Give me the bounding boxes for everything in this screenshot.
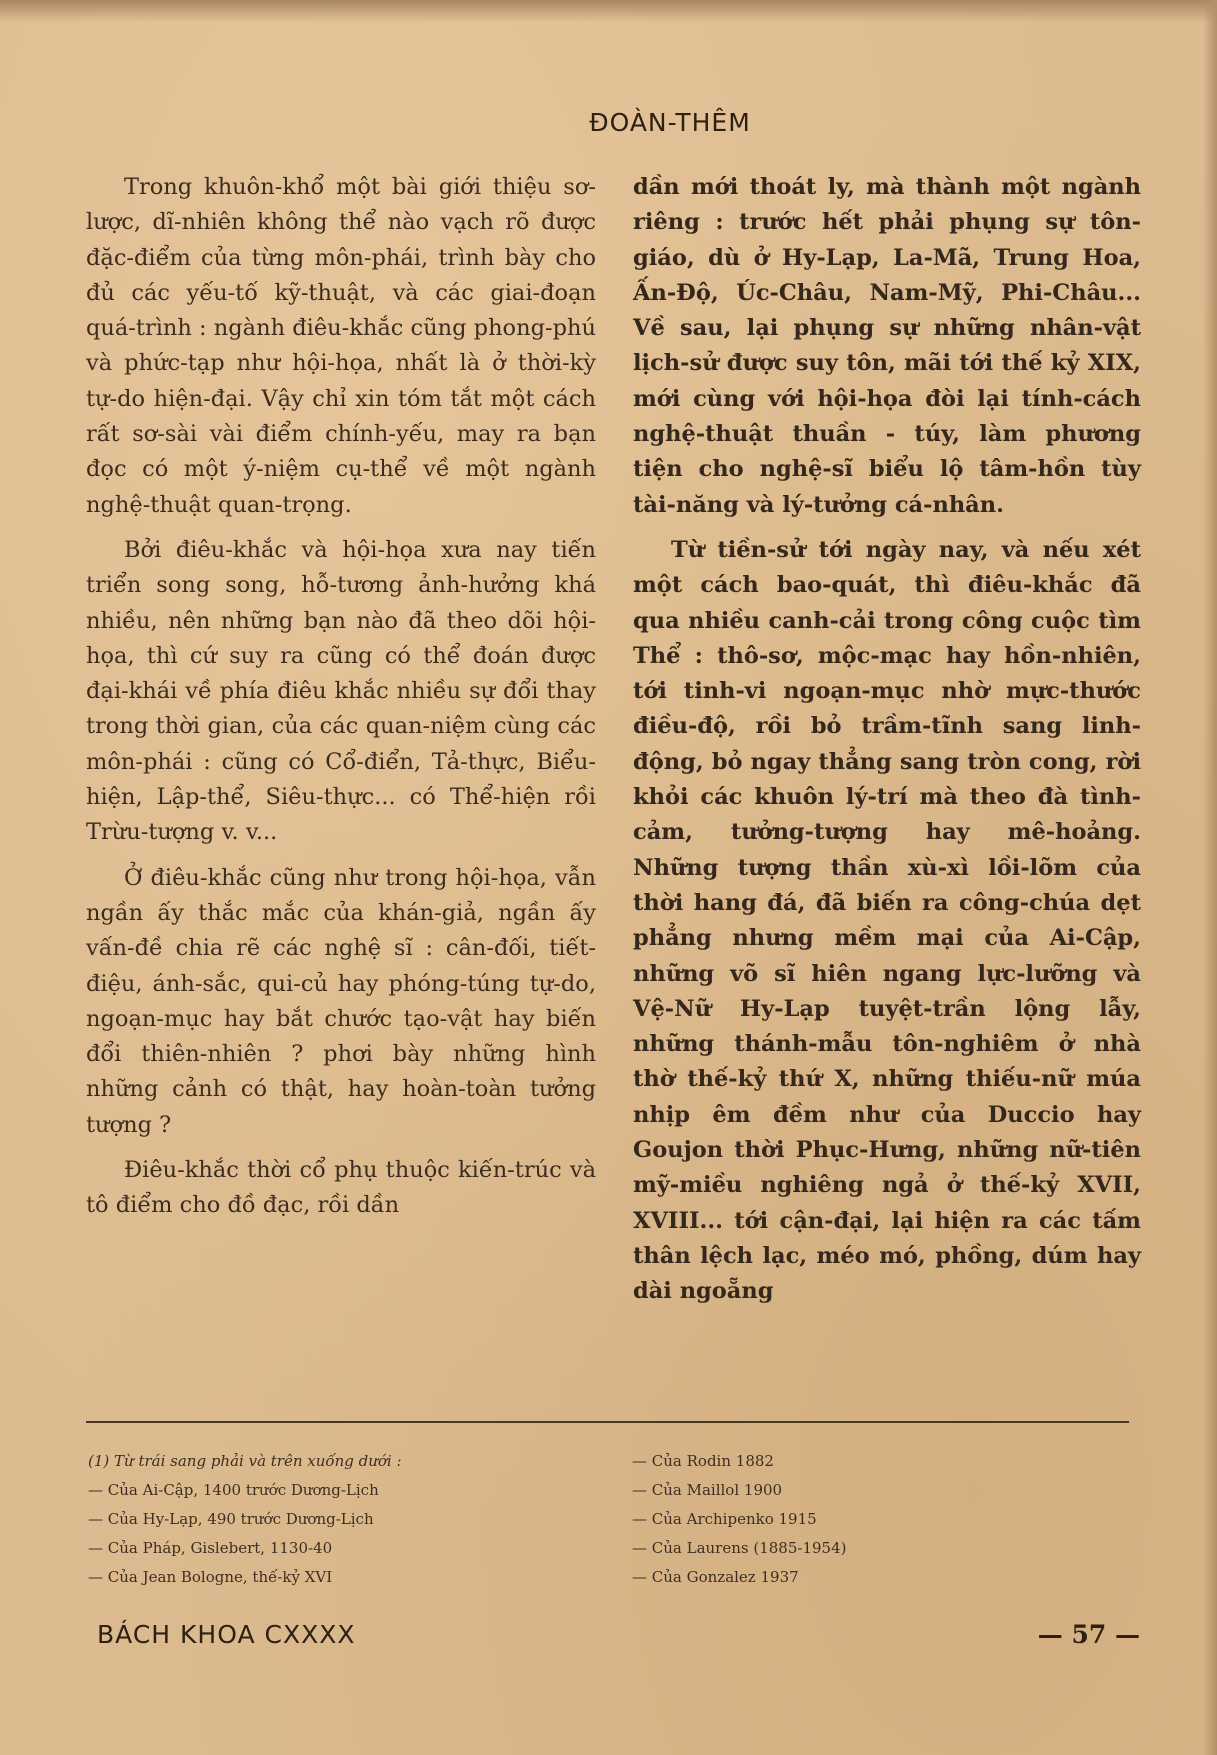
paragraph: dần mới thoát ly, mà thành một ngành riêng : trước hết phải phụng sự tôn-giáo, dù ở Hy-Lạp, La-Mã, Trung Hoa, Ấn-Độ, Úc-Châu, Nam-Mỹ, Phi-Châu... Về sau, lại phụng sự những nhân-vật lịch-sử được suy tôn, mãi tới thế kỷ XIX, mới cùng với hội-họa đòi lại tính-cách nghệ-thuật thuần - túy, làm phương tiện cho nghệ-sĩ biểu lộ tâm-hồn tùy tài-năng và lý-tưởng cá-nhân. xyxy=(633,174,1141,518)
footnote-item: — Của Laurens (1885-1954) xyxy=(632,1539,847,1557)
footnote-item: — Của Rodin 1882 xyxy=(632,1452,774,1470)
paragraph: Bởi điêu-khắc và hội-họa xưa nay tiến triển song song, hỗ-tương ảnh-hưởng khá nhiều, nên những bạn nào đã theo dõi hội-họa, thì cứ suy ra cũng có thể đoán được đại-khái về phía điêu khắc nhiều sự đổi thay trong thời gian, của các quan-niệm cùng các môn-phái : cũng có Cổ-điển, Tả-thực, Biểu-hiện, Lập-thể, Siêu-thực... có Thể-hiện rồi Trừu-tượng v. v... xyxy=(86,536,596,846)
footnote-item: — Của Jean Bologne, thế-kỷ XVI xyxy=(88,1568,333,1586)
footnote-heading: (1) Từ trái sang phải và trên xuống dưới : xyxy=(88,1452,402,1470)
footnote-divider xyxy=(86,1421,1129,1423)
footnotes-right xyxy=(632,1447,1132,1592)
running-title: ĐOÀN-THÊM xyxy=(589,108,751,137)
footnote-item: — Của Pháp, Gislebert, 1130-40 xyxy=(88,1539,333,1557)
page-edge-shadow-top xyxy=(0,0,1217,22)
footnote-item: — Của Gonzalez 1937 xyxy=(632,1568,799,1586)
page-edge-shadow-right xyxy=(1203,0,1217,1755)
footnote-item: — Của Maillol 1900 xyxy=(632,1481,783,1499)
right-column xyxy=(633,170,1141,1320)
left-column xyxy=(86,170,596,1234)
footnote-item: — Của Ai-Cập, 1400 trước Dương-Lịch xyxy=(88,1481,379,1499)
paragraph: Ở điêu-khắc cũng như trong hội-họa, vẫn ngần ấy thắc mắc của khán-giả, ngần ấy vấn-đề chia rẽ các nghệ sĩ : cân-đối, tiết-điệu, ánh-sắc, qui-củ hay phóng-túng tự-do, ngoạn-mục hay bắt chước tạo-vật hay biến đổi thiên-nhiên ? phơi bày những hình những cảnh có thật, hay hoàn-toàn tưởng tượng ? xyxy=(86,864,596,1138)
paragraph: Điêu-khắc thời cổ phụ thuộc kiến-trúc và tô điểm cho đồ đạc, rồi dần xyxy=(86,1157,596,1219)
publication-name: BÁCH KHOA CXXXX xyxy=(97,1620,356,1649)
footnote-item: — Của Hy-Lạp, 490 trước Dương-Lịch xyxy=(88,1510,374,1528)
page-number: — 57 — xyxy=(1037,1620,1140,1649)
paragraph: Từ tiền-sử tới ngày nay, và nếu xét một cách bao-quát, thì điêu-khắc đã qua nhiều canh-cải trong công cuộc tìm Thể : thô-sơ, mộc-mạc hay hồn-nhiên, tới tinh-vi ngoạn-mục nhờ mực-thước điều-độ, rồi bỏ trầm-tĩnh sang linh-động, bỏ ngay thẳng sang tròn cong, rời khỏi các khuôn lý-trí mà theo đà tình-cảm, tưởng-tượng hay mê-hoảng. Những tượng thần xù-xì lồi-lõm của thời hang đá, đã biến ra công-chúa dẹt phẳng nhưng mềm mại của Ai-Cập, những võ sĩ hiên ngang lực-lưỡng và Vệ-Nữ Hy-Lạp tuyệt-trần lộng lẫy, những thánh-mẫu tôn-nghiêm ở nhà thờ thế-kỷ thứ X, những thiếu-nữ múa nhịp êm đềm như của Duccio hay Goujon thời Phục-Hưng, những nữ-tiên mỹ-miều nghiêng ngả ở thế-kỷ XVII, XVIII... tới cận-đại, lại hiện ra các tấm thân lệch lạc, méo mó, phồng, dúm hay dài ngoẵng xyxy=(633,536,1141,1305)
footnote-item: — Của Archipenko 1915 xyxy=(632,1510,817,1528)
paragraph: Trong khuôn-khổ một bài giới thiệu sơ-lược, dĩ-nhiên không thể nào vạch rõ được đặc-điểm của từng môn-phái, trình bày cho đủ các yếu-tố kỹ-thuật, và các giai-đoạn quá-trình : ngành điêu-khắc cũng phong-phú và phức-tạp như hội-họa, nhất là ở thời-kỳ tự-do hiện-đại. Vậy chỉ xin tóm tắt một cách rất sơ-sài vài điểm chính-yếu, may ra bạn đọc có một ý-niệm cụ-thể về một ngành nghệ-thuật quan-trọng. xyxy=(86,174,596,518)
footnotes-left xyxy=(88,1447,588,1592)
